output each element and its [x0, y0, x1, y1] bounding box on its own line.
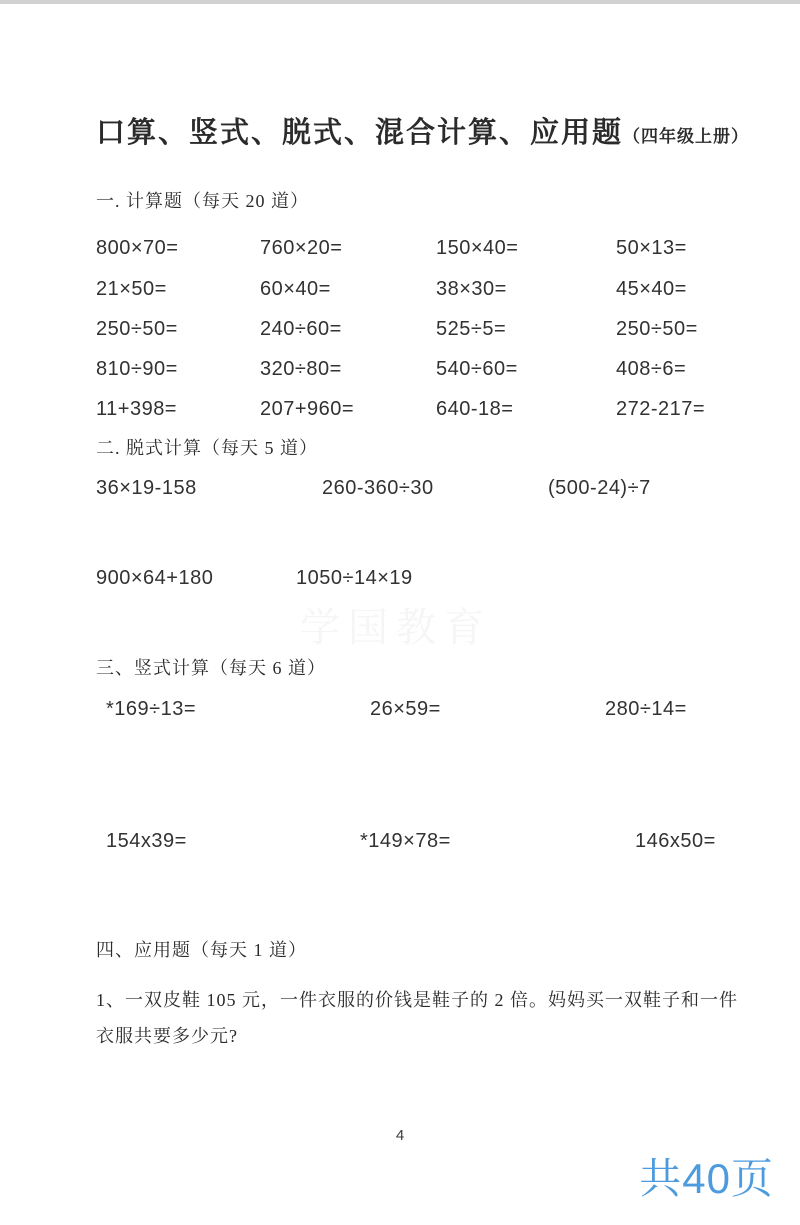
math-expression: 26×59=	[370, 698, 441, 720]
math-expression: 250÷50=	[616, 318, 698, 340]
watermark: 学国教育	[300, 606, 492, 650]
calc-row	[106, 830, 800, 853]
total-pages-label: 共40页	[639, 1155, 774, 1202]
word-problem-text: 1、一双皮鞋 105 元，一件衣服的价钱是鞋子的 2 倍。妈妈买一双鞋子和一件衣服共要多少元?	[96, 990, 738, 1046]
calc-row	[96, 237, 800, 260]
math-expression: 146x50=	[635, 830, 716, 852]
section-3-heading: 三、竖式计算（每天 6 道）	[96, 658, 326, 678]
math-expression: 50×13=	[616, 237, 687, 259]
page-title	[96, 110, 749, 151]
math-expression: 272-217=	[616, 398, 706, 420]
math-expression: 45×40=	[616, 278, 687, 300]
section-2-heading: 二. 脱式计算（每天 5 道）	[96, 438, 318, 458]
math-expression: 280÷14=	[605, 698, 687, 720]
math-expression: 800×70=	[96, 237, 179, 259]
math-expression: *169÷13=	[106, 698, 197, 720]
math-expression: (500-24)÷7	[548, 477, 651, 499]
section-1-heading: 一. 计算题（每天 20 道）	[96, 191, 309, 211]
math-expression: 408÷6=	[616, 358, 687, 380]
calc-row	[96, 477, 800, 500]
math-expression: 260-360÷30	[322, 477, 434, 499]
math-expression: 900×64+180	[96, 567, 214, 589]
math-expression: 36×19-158	[96, 477, 197, 499]
math-expression: 810÷90=	[96, 358, 178, 380]
top-edge-divider	[0, 0, 800, 4]
math-expression: 150×40=	[436, 237, 519, 259]
math-expression: 1050÷14×19	[296, 567, 413, 589]
math-expression: 60×40=	[260, 278, 331, 300]
math-expression: 207+960=	[260, 398, 355, 420]
math-expression: *149×78=	[360, 830, 451, 852]
title-text: 口算、竖式、脱式、混合计算、应用题	[96, 117, 624, 149]
calc-row	[96, 567, 800, 590]
section-4-heading: 四、应用题（每天 1 道）	[96, 940, 307, 960]
calc-row	[96, 278, 800, 301]
math-expression: 250÷50=	[96, 318, 178, 340]
math-expression: 38×30=	[436, 278, 507, 300]
calc-row	[96, 358, 800, 381]
title-suffix: （四年级上册）	[623, 127, 750, 146]
math-expression: 240÷60=	[260, 318, 342, 340]
math-expression: 525÷5=	[436, 318, 507, 340]
math-expression: 21×50=	[96, 278, 167, 300]
calc-row	[96, 318, 800, 341]
calc-row	[106, 698, 800, 721]
page-number: 4	[395, 1127, 405, 1144]
calc-row	[96, 398, 800, 421]
math-expression: 760×20=	[260, 237, 343, 259]
math-expression: 11+398=	[96, 398, 177, 420]
math-expression: 320÷80=	[260, 358, 342, 380]
math-expression: 640-18=	[436, 398, 514, 420]
math-expression: 540÷60=	[436, 358, 518, 380]
math-expression: 154x39=	[106, 830, 187, 852]
